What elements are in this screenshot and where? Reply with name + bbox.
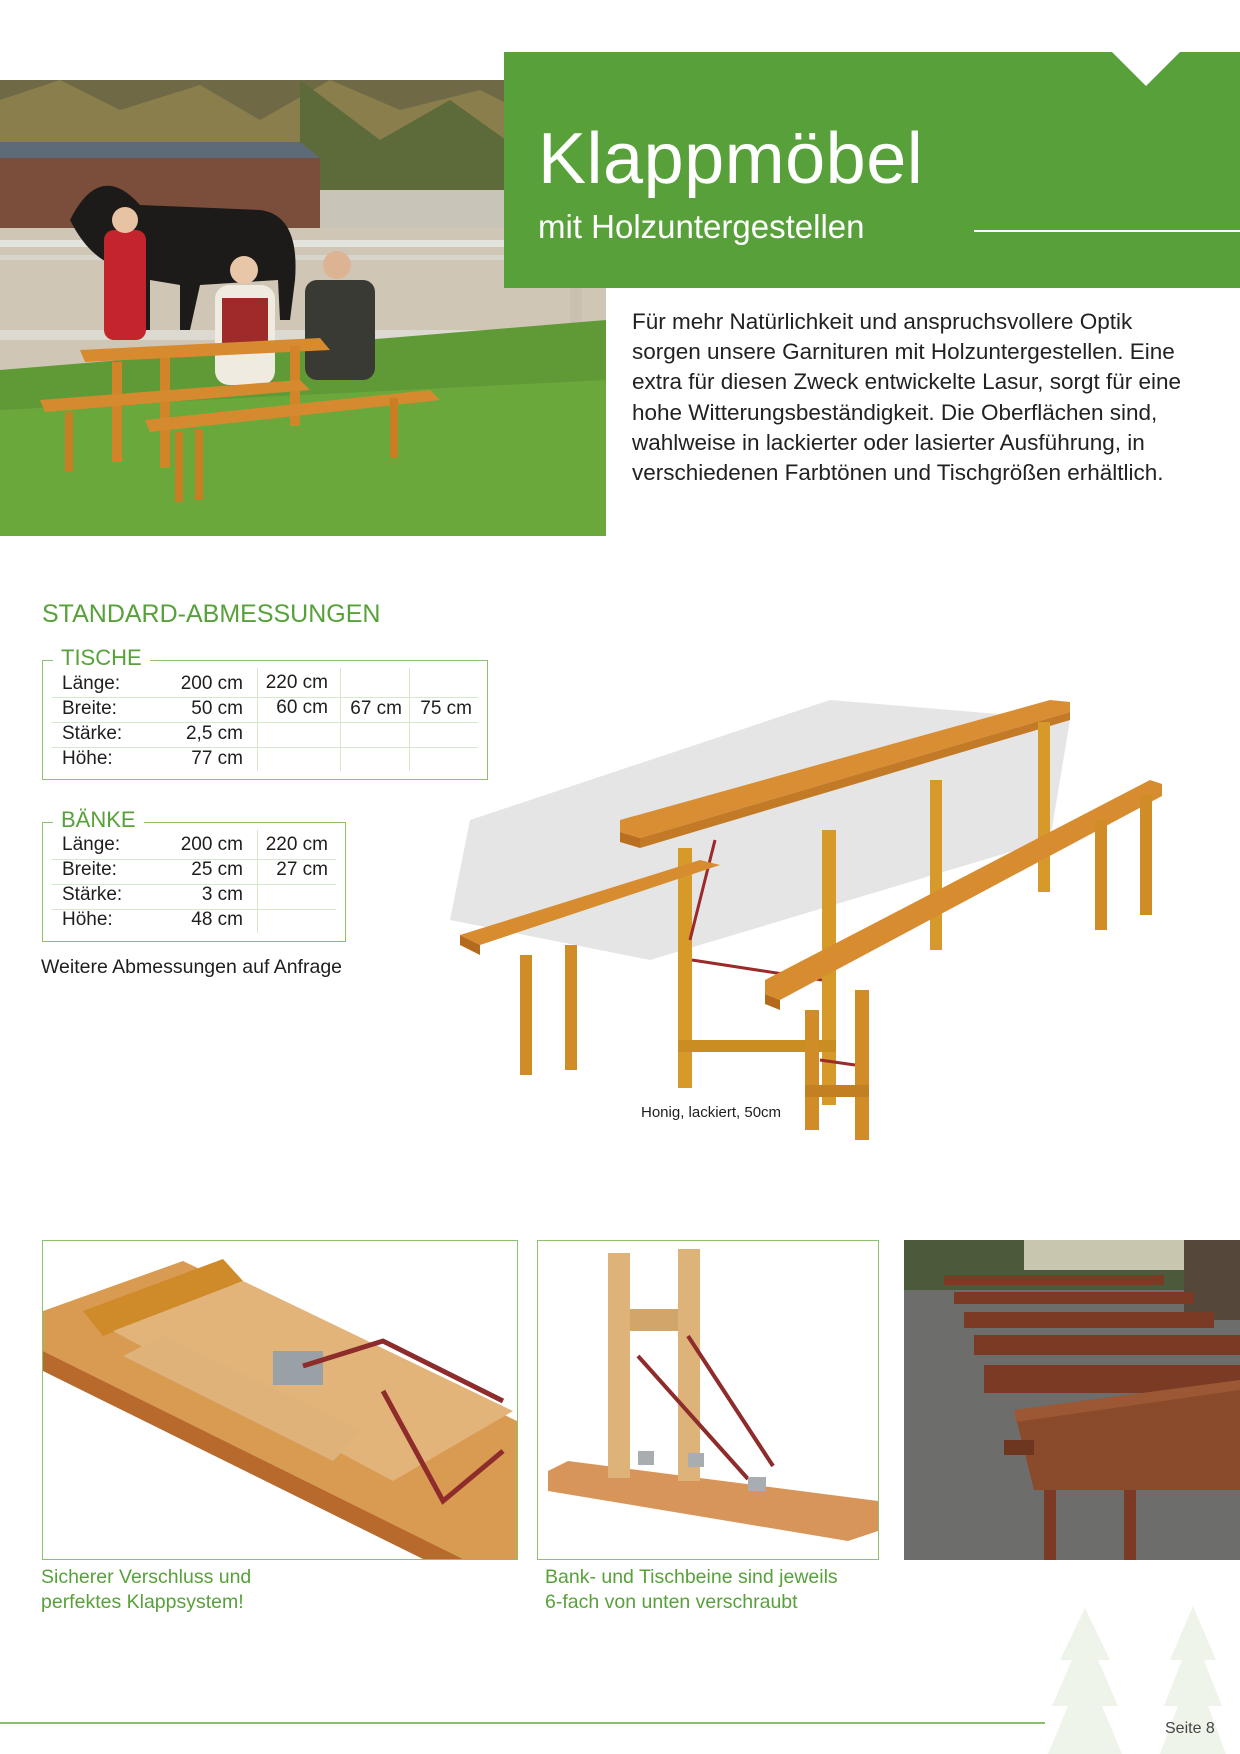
- product-caption: Honig, lackiert, 50cm: [641, 1104, 782, 1121]
- product-image: [450, 660, 1190, 1160]
- tables-row-label: Breite:: [62, 698, 117, 719]
- tables-row-label: Stärke:: [62, 723, 123, 744]
- tables-row-value: 77 cm: [191, 748, 243, 769]
- beergarden-photo: [904, 1240, 1240, 1560]
- benches-row-value: 3 cm: [201, 884, 243, 905]
- benches-row-value: 200 cm: [180, 834, 243, 855]
- intro-line: sorgen unsere Garnituren mit Holzuntergestellen. Eine: [632, 339, 1175, 365]
- tables-row-value: 60 cm: [276, 697, 328, 718]
- title-rule: [974, 230, 1240, 232]
- page-number: Seite 8: [1165, 1720, 1215, 1737]
- caption-line: 6-fach von unten verschraubt: [545, 1591, 798, 1613]
- banner-notch: [1112, 52, 1180, 86]
- tree-icon: [1048, 1608, 1122, 1754]
- caption-line: Sicherer Verschluss und: [41, 1566, 252, 1588]
- benches-row-label: Stärke:: [62, 884, 123, 905]
- benches-row-label: Länge:: [62, 834, 121, 855]
- page-title: Klappmöbel: [538, 119, 924, 199]
- benches-row-value: 48 cm: [191, 909, 243, 930]
- benches-row-value: 25 cm: [191, 859, 243, 880]
- more-dimensions-note: Weitere Abmessungen auf Anfrage: [41, 956, 343, 978]
- benches-row-value: 220 cm: [265, 834, 328, 855]
- intro-line: Für mehr Natürlichkeit und anspruchsvollere Optik: [632, 309, 1133, 334]
- tables-row-label: Länge:: [62, 673, 121, 694]
- tables-row-value: 2,5 cm: [185, 723, 243, 744]
- intro-line: extra für diesen Zweck entwickelte Lasur, sorgt für eine: [632, 369, 1182, 395]
- footer-rule: [0, 1722, 1045, 1724]
- lock-photo-caption: [41, 1565, 251, 1615]
- intro-line: verschiedenen Farbtönen und Tischgrößen erhältlich.: [632, 460, 1164, 486]
- tables-legend: TISCHE: [53, 645, 150, 671]
- benches-legend: BÄNKE: [53, 807, 144, 833]
- table-row-divider: [52, 747, 478, 748]
- legs-photo-caption: [545, 1565, 838, 1615]
- intro-line: wahlweise in lackierter oder lasierter Ausführung, in: [632, 429, 1145, 455]
- dimensions-heading: STANDARD-ABMESSUNGEN: [42, 600, 381, 628]
- caption-line: perfektes Klappsystem!: [41, 1591, 244, 1613]
- tables-row-value: 75 cm: [420, 698, 472, 719]
- tables-row-value: 220 cm: [265, 672, 328, 693]
- intro-paragraph: [632, 307, 1192, 488]
- benches-row-label: Höhe:: [62, 909, 113, 930]
- legs-photo-frame: [537, 1240, 879, 1560]
- tables-row-value: 50 cm: [191, 698, 243, 719]
- benches-row-value: 27 cm: [276, 859, 328, 880]
- tables-row-value: 200 cm: [180, 673, 243, 694]
- lock-photo-frame: [42, 1240, 518, 1560]
- intro-line: hohe Witterungsbeständigkeit. Die Oberflächen sind,: [632, 399, 1158, 425]
- page-subtitle: mit Holzuntergestellen: [538, 208, 865, 245]
- tables-row-value: 67 cm: [350, 698, 402, 719]
- caption-line: Bank- und Tischbeine sind jeweils: [545, 1566, 838, 1588]
- tables-row-label: Höhe:: [62, 748, 113, 769]
- benches-row-label: Breite:: [62, 859, 117, 880]
